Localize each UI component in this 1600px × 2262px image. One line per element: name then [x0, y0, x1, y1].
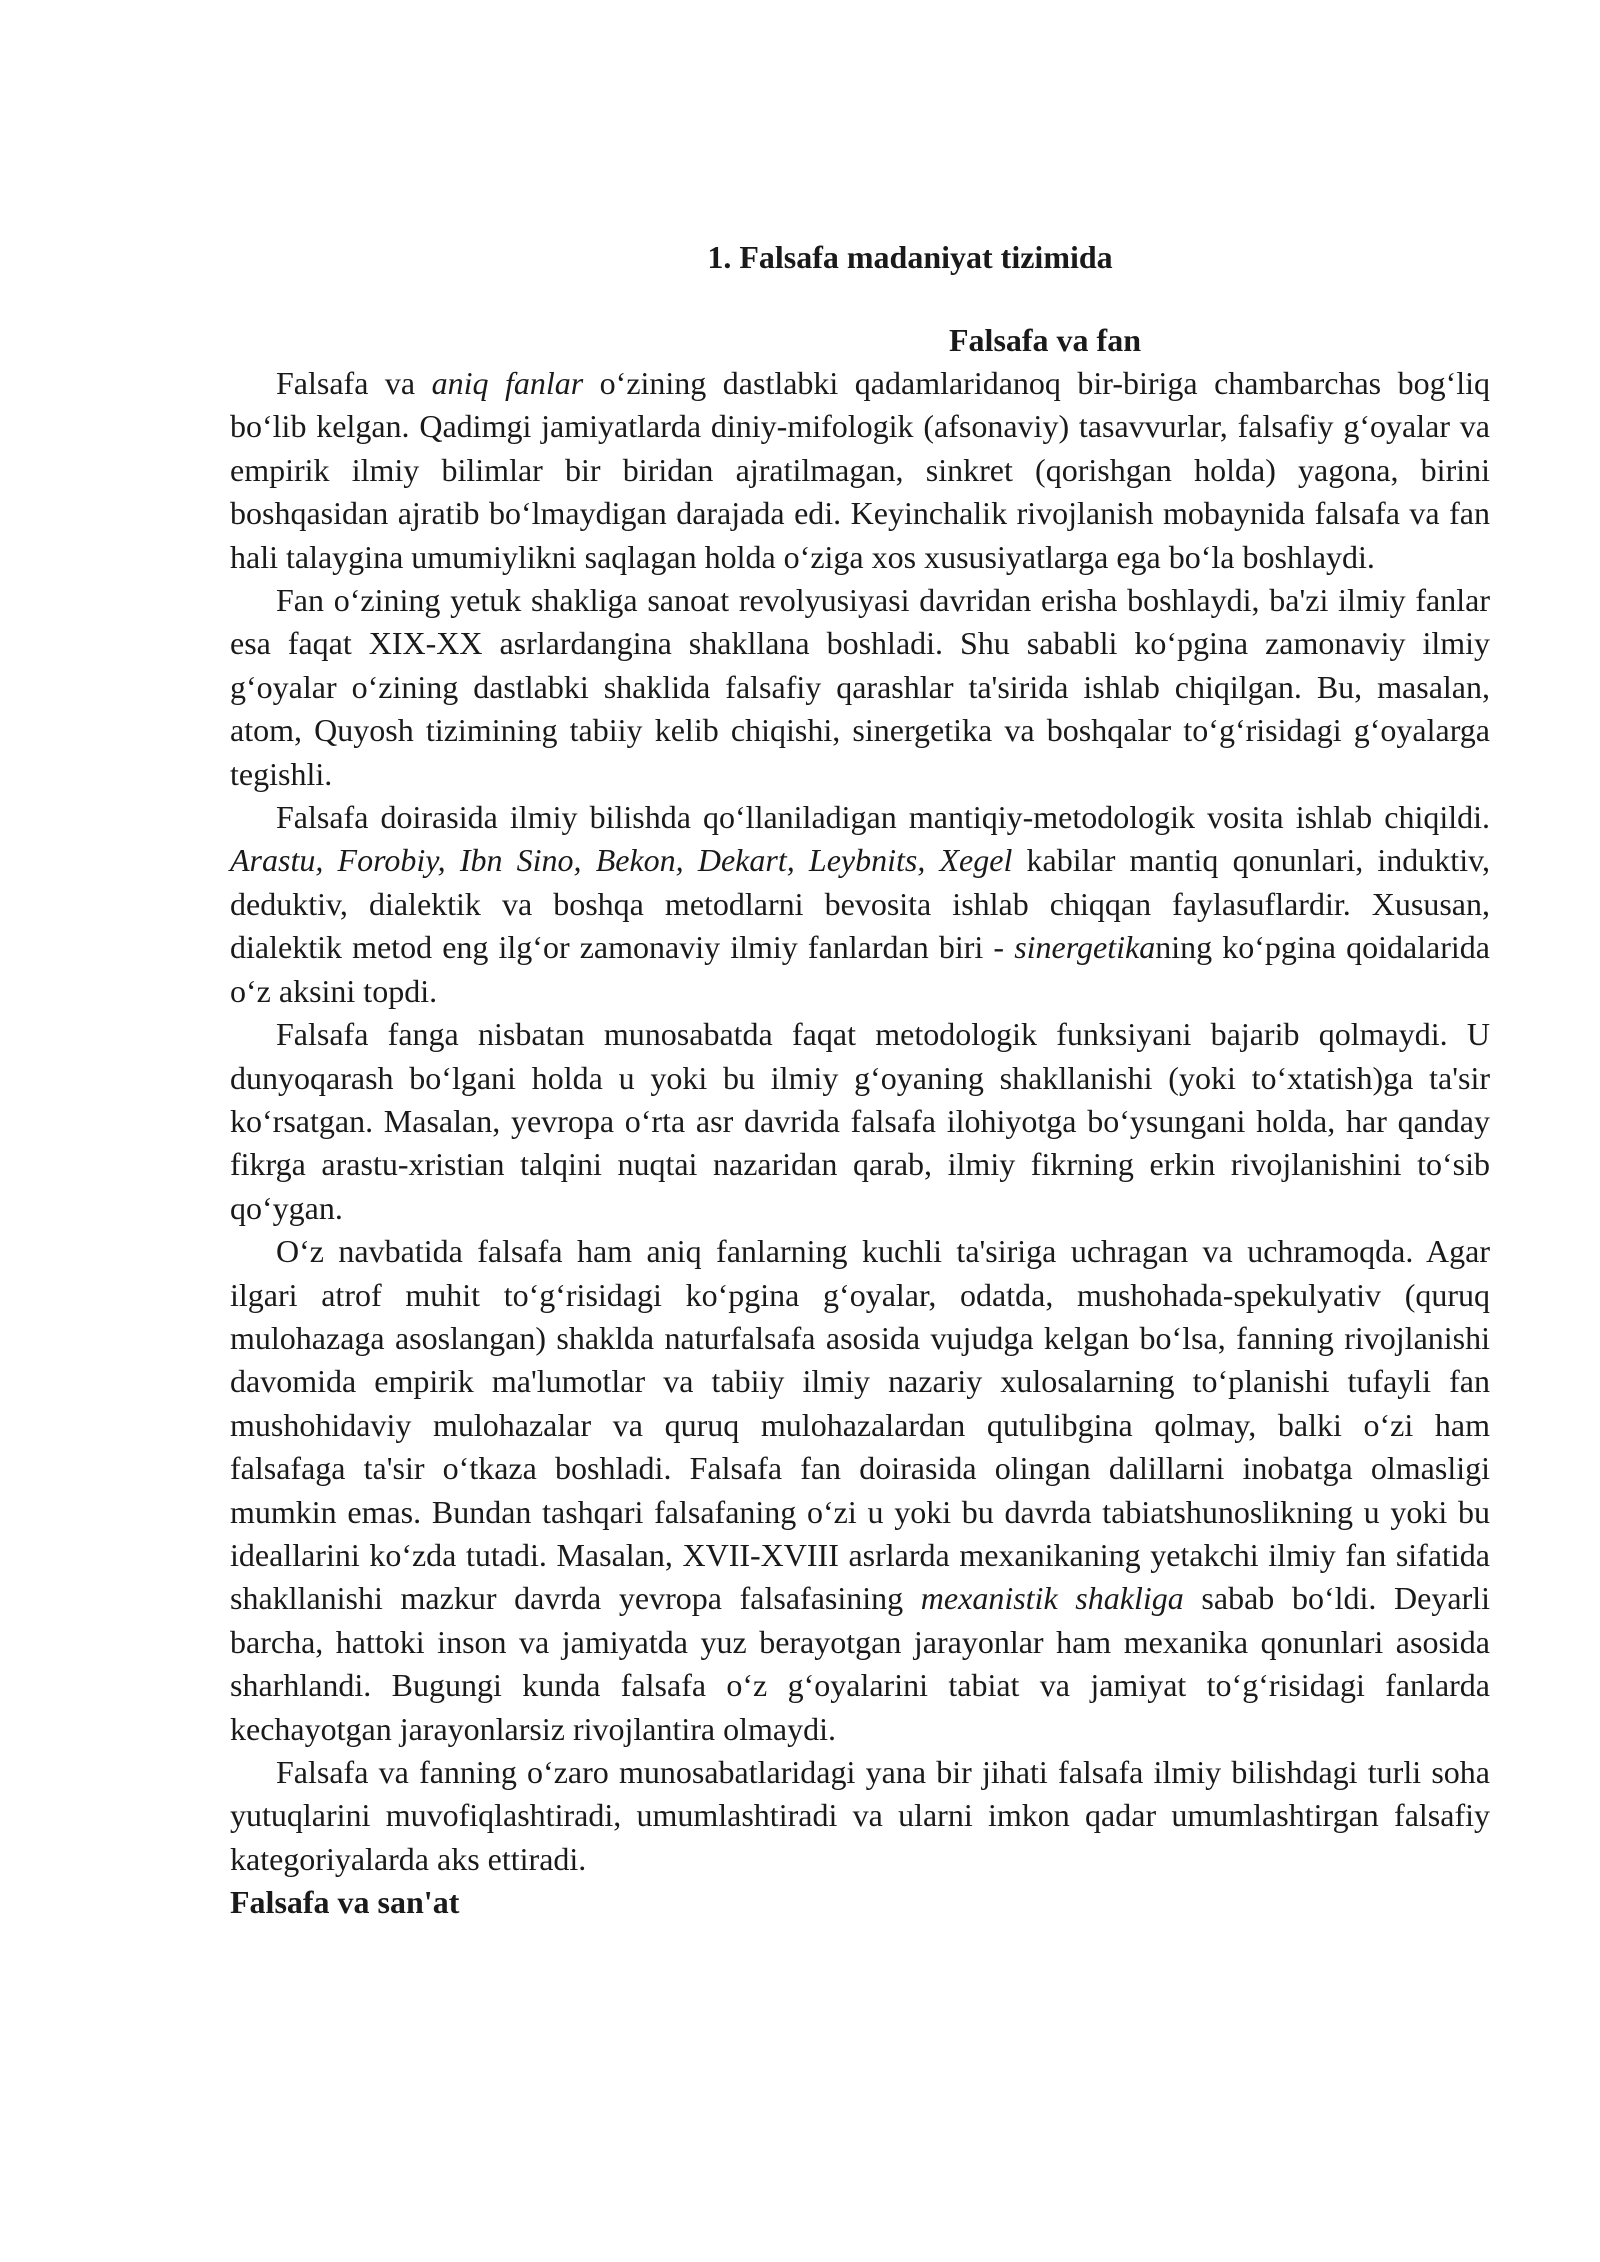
- paragraph-3-text-c: kabilar mantiq qonunlari, induktiv, deduktiv, dialektik va boshqa metodlarni bevosita ishlab chiqqan faylasuflardir. Xususan, dialektik metod eng ilg‘or zamonaviy ilmiy fanlardan biri -: [230, 842, 1491, 966]
- paragraph-5-text-c: sabab bo‘ldi. Deyarli barcha, hattoki inson va jamiyatda yuz berayotgan jarayonlar ham mexanika qonunlari asosida sharhlandi. Bugungi kunda falsafa o‘z g‘oyalarini tabiat va jamiyat to‘g‘risidagi fanlarda kechayotgan jarayonlarsiz rivojlantira olmaydi.: [230, 1580, 1491, 1747]
- paragraph-3-sinergetika: sinergetika: [1014, 929, 1156, 966]
- paragraph-4: Falsafa fanga nisbatan munosabatda faqat metodologik funksiyani bajarib qolmaydi. U dunyoqarash bo‘lgani holda u yoki bu ilmiy g‘oyaning shakllanishi (yoki to‘xtatish)ga ta'sir ko‘rsatgan. Masalan, yevropa o‘rta asr davrida falsafa ilohiyotga bo‘ysungani holda, har qanday fikrga arastu-xristian talqini nuqtai nazaridan qarab, ilmiy fikrning erkin rivojlanishini to‘sib qo‘ygan.: [230, 1016, 1490, 1226]
- document-page: [230, 235, 1490, 1924]
- paragraph-5-emphasis: mexanistik shakliga: [920, 1580, 1184, 1617]
- paragraph-1-text-c: o‘zining dastlabki qadamlaridanoq bir-biriga chambarchas bog‘liq bo‘lib kelgan. Qadimgi jamiyatlarda diniy-mifologik (afsonaviy) tasavvurlar, falsafiy g‘oyalar va empirik ilmiy bilimlar bir biridan ajratilmagan, sinkret (qorishgan holda) yagona, birini boshqasidan ajratib bo‘lmaydigan darajada edi. Keyinchalik rivojlanish mobaynida falsafa va fan hali talaygina umumiylikni saqlagan holda o‘ziga xos xususiyatlarga ega bo‘la boshlaydi.: [230, 365, 1491, 575]
- paragraph-2: Fan o‘zining yetuk shakliga sanoat revolyusiyasi davridan erisha boshlaydi, ba'zi ilmiy fanlar esa faqat XIX-XX asrlardangina shakllana boshladi. Shu sababli ko‘pgina zamonaviy ilmiy g‘oyalar o‘zining dastlabki shaklida falsafiy qarashlar ta'sirida ishlab chiqilgan. Bu, masalan, atom, Quyosh tizimining tabiiy kelib chiqishi, sinergetika va boshqalar to‘g‘risidagi g‘oyalarga tegishli.: [230, 582, 1490, 792]
- paragraph-3: [230, 796, 1490, 1013]
- paragraph-3-text-a: Falsafa doirasida ilmiy bilishda qo‘llaniladigan mantiqiy-metodologik vosita ishlab chiqildi.: [276, 799, 1490, 836]
- paragraph-5: [230, 1230, 1490, 1751]
- paragraph-1: [230, 362, 1490, 579]
- chapter-title: 1. Falsafa madaniyat tizimida: [707, 239, 1113, 275]
- section-title-falsafa-va-sanat: Falsafa va san'at: [230, 1884, 460, 1921]
- paragraph-1-emphasis: aniq fanlar: [431, 365, 584, 401]
- paragraph-3-text-e: ning ko‘pgina qoidalarida o‘z aksini topdi.: [230, 929, 1491, 1009]
- paragraph-5-text-a: O‘z navbatida falsafa ham aniq fanlarning kuchli ta'siriga uchragan va uchramoqda. Agar ilgari atrof muhit to‘g‘risidagi ko‘pgina g‘oyalar, odatda, mushohada-spekulyativ (quruq mulohazaga asoslangan) shaklda naturfalsafa asosida vujudga kelgan bo‘lsa, fanning rivojlanishi davomida empirik ma'lumotlar va tabiiy ilmiy nazariy xulosalarning to‘planishi tufayli fan mushohidaviy mulohazalar va quruq mulohazalardan qutulibgina qolmay, balki o‘zi ham falsafaga ta'sir o‘tkaza boshladi. Falsafa fan doirasida olingan dalillarni inobatga olmasligi mumkin emas. Bundan tashqari falsafaning o‘zi u yoki bu davrda tabiatshunoslikning u yoki bu ideallarini ko‘zda tutadi. Masalan, XVII-XVIII asrlarda mexanikaning yetakchi ilmiy fan sifatida shakllanishi mazkur davrda yevropa falsafasining: [230, 1233, 1490, 1617]
- paragraph-1-text-a: Falsafa va: [276, 365, 432, 401]
- paragraph-3-philosophers: Arastu, Forobiy, Ibn Sino, Bekon, Dekart, Leybnits, Xegel: [230, 842, 1013, 879]
- section-title-falsafa-va-fan: Falsafa va fan: [949, 322, 1141, 358]
- paragraph-6: Falsafa va fanning o‘zaro munosabatlaridagi yana bir jihati falsafa ilmiy bilishdagi turli soha yutuqlarini muvofiqlashtiradi, umumlashtiradi va ularni imkon qadar umumlashtirgan falsafiy kategoriyalarda aks ettiradi.: [230, 1754, 1490, 1877]
